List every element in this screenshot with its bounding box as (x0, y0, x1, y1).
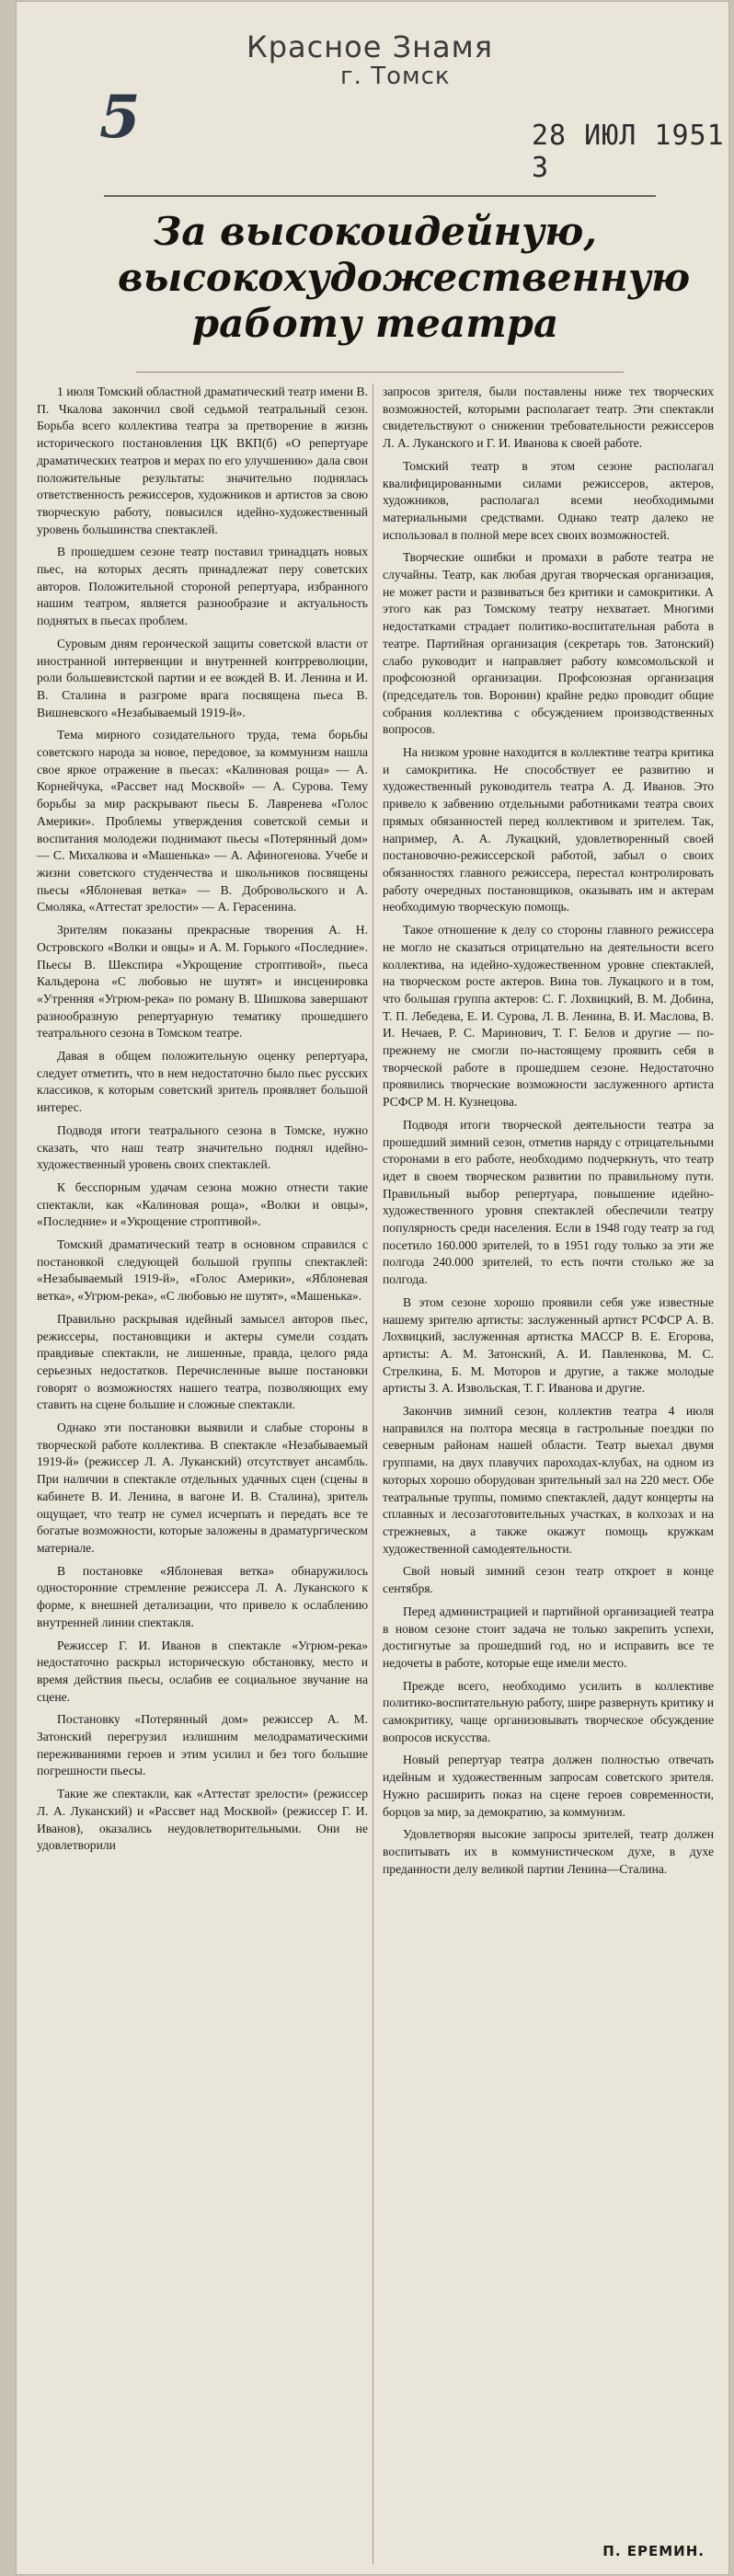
paragraph: Свой новый зимний сезон театр откроет в конце сентября. (383, 1564, 714, 1596)
paragraph: Томский драматический театр в основном справился с постановкой следующей большой группы спектаклей: «Незабываемый 1919-й», «Голос Америки», «Яблоневая ветка», «Угрюм-река», «С любовью не шутят», «Машенька». (37, 1237, 368, 1304)
paragraph: Перед администрацией и партийной организацией театра в новом сезоне стоит задача не только закрепить успехи, достигнутые за прошедший год, но и исправить все те недочеты в работе, которые еще имели место. (383, 1604, 714, 1670)
paragraph: Новый репертуар театра должен полностью отвечать идейным и художественным запросам советского зрителя. Нужно расширить показ на сцене героев современности, борцов за мир, за демократию, за коммунизм. (383, 1753, 714, 1819)
article-headline (118, 209, 691, 347)
handwritten-page-number: 5 (99, 83, 141, 152)
paragraph: Такое отношение к делу со стороны главного режиссера не могло не сказаться отрицательно на деятельности всего коллектива, на идейно-художественном уровне спектаклей, на творческом росте актеров. Вина тов. Лукацкого и в том, что большая группа актеров: С. Г. Лохвицкий, В. М. Добина, Т. П. Лебедева, Е. И. Сурова, Л. В. Ленина, В. И. Маслова, В. И. Нечаев, Р. С. Маринович, Т. Г. Белов и другие — по-прежнему не смогли по-настоящему проявить себя в творческой работе в прошедшем сезоне. Недостаточно проявились творческие возможности заслуженного артиста РСФСР М. Н. Кузнецова. (383, 923, 714, 1110)
paragraph: В этом сезоне хорошо проявили себя уже известные нашему зрителю артисты: заслуженный артист РСФСР А. В. Лохвицкий, заслуженная артистка МАССР В. Е. Егорова, артисты: А. М. Затонский, А. И. Павленкова, М. С. Стрелкина, Б. М. Моторов и другие, а также молодые артисты З. А. Извольская, Т. Г. Иванова и другие. (383, 1294, 714, 1396)
article-column-right (383, 384, 714, 1883)
paragraph: В прошедшем сезоне театр поставил тринадцать новых пьес, на которых десять принадлежат перу советских авторов. Положительной стороной репертуара, избранного нашим театром, является разнообразие и актуальность поднятых в пьесах проблем. (37, 545, 368, 628)
paragraph: Однако эти постановки выявили и слабые стороны в творческой работе коллектива. В спектакле «Незабываемый 1919-й» (режиссер Л. А. Луканский) отсутствует ансамбль. При наличии в спектакле отдельных удачных сцен (сцены в кабинете В. И. Ленина, в вагоне И. В. Сталина), зритель ощущает, что театр не сумел исчерпать и передать все те богатые возможности, которые заложены в драматургическом материале. (37, 1420, 368, 1555)
city-stamp: г. Томск (340, 63, 451, 90)
paragraph: Правильно раскрывая идейный замысел авторов пьес, режиссеры, постановщики и актеры сумели создать правдивые спектакли, не лишенные, правда, целого ряда серьезных недостатков. Перечисленные выше постановки говорят о возможностях нашего театра, позволяющих ему ставить на сцене большие и сложные спектакли. (37, 1311, 368, 1412)
paragraph: Режиссер Г. И. Иванов в спектакле «Угрюм-река» недостаточно раскрыл историческую обстановку, место и время действия пьесы, ослабив ее социальное звучание на сцене. (37, 1638, 368, 1704)
paragraph: Закончив зимний сезон, коллектив театра 4 июля направился на полтора месяца в гастрольные поездки по северным районам нашей области. Театр выехал двумя группами, на двух плавучих пароходах-клубах, на одном из которых хорошо оборудован зрительный зал на 220 мест. Обе театральные труппы, помимо спектаклей, дадут концерты на сплавных и лесозаготовительных участках, в колхозах и на стрежневых, а также окажут помощь кружкам художественной самодеятельности. (383, 1404, 714, 1556)
paragraph: Прежде всего, необходимо усилить в коллективе политико-воспитательную работу, шире развернуть критику и самокритику, чаще организовывать творческое обсуждение вопросов искусства. (383, 1678, 714, 1744)
article-column-left (37, 384, 368, 1860)
headline-line: высокохудожественную (118, 255, 691, 300)
paragraph: Томский театр в этом сезоне располагал квалифицированными силами режиссеров, актеров, художников, располагал всеми необходимыми материальными средствами. Однако театр далеко не использовал в полной мере всех своих возможностей. (383, 458, 714, 542)
paragraph: К бесспорным удачам сезона можно отнести такие спектакли, как «Калиновая роща», «Волки и овцы», «Последние» и «Укрощение строптивой». (37, 1179, 368, 1229)
paragraph: В постановке «Яблоневая ветка» обнаружилось односторонние стремление режиссера Л. А. Луканского к форме, к внешней детализации, что привело к ослаблению внутренней линии спектакля. (37, 1563, 368, 1629)
author-signature: П. ЕРЕМИН. (602, 2543, 705, 2559)
paragraph: запросов зрителя, были поставлены ниже тех творческих возможностей, которыми располагает театр. Эти спектакли свидетельствуют о снижении требовательности режиссеров Л. А. Луканского и Г. И. Иванова к своей работе. (383, 385, 714, 451)
paragraph: Суровым дням героической защиты советской власти от иностранной интервенции и внутренней контрреволюции, роли большевистской партии и ее вождей В. И. Ленина и И. В. Сталина в разгроме врага посвящена пьеса В. Вишневского «Незабываемый 1919-й». (37, 636, 368, 719)
paragraph: Зрителям показаны прекрасные творения А. Н. Островского «Волки и овцы» и А. М. Горького «Последние». Пьесы В. Шекспира «Укрощение строптивой», пьеса Кальдерона «С любовью не шутят» и инсценировка «Утренняя «Угрюм-река» по роману В. Шишкова завершают разнообразную репертуарную тематику прошедшего театрального сезона в Томском театре. (37, 923, 368, 1041)
paragraph: Давая в общем положительную оценку репертуара, следует отметить, что в нем недостаточно было пьес русских классиков, к которым советский зритель проявляет большой интерес. (37, 1049, 368, 1115)
paragraph: Подводя итоги театрального сезона в Томске, нужно сказать, что наш театр значительно поднял идейно-художественный уровень своих спектаклей. (37, 1122, 368, 1172)
header-rule (104, 195, 656, 197)
paragraph: Такие же спектакли, как «Аттестат зрелости» (режиссер Л. А. Луканский) и «Рассвет над Москвой» (режиссер Г. И. Иванов), оказались неудовлетворительными. Они не удовлетворили (37, 1787, 368, 1853)
newspaper-name-stamp: Красное Знамя (247, 29, 494, 64)
paragraph: Тема мирного созидательного труда, тема борьбы советского народа за новое, передовое, за коммунизм нашла свое яркое отражение в пьесах: «Калиновая роща» — А. Корнейчука, «Рассвет над Москвой» — А. Сурова. Тему борьбы за мир раскрывают пьесы Б. Лавренева «Голос Америки». Проблемы утверждения советской семьи и воспитания молодежи поднимают пьесы «Потерянный дом» — С. Михалкова и «Машенька» — А. Афиногенова. Учебе и жизни советского студенчества и школьников посвящены пьесы «Яблоневая ветка» — В. Добровольского и А. Смоляка, «Аттестат зрелости» — А. Герасенина. (37, 728, 368, 914)
paragraph: Творческие ошибки и промахи в работе театра не случайны. Театр, как любая другая творческая организация, не может расти и развиваться без критики и самокритики. А этого как раз Томскому театру нехватает. Многими недостатками страдает политико-воспитательная работа в театре. Партийная организация (секретарь тов. Затонский) слабо руководит и направляет работу комсомольской и профсоюзной организации. Профсоюзная организация (председатель тов. Воронин) крайне редко проводит общие собрания коллектива с обсуждением производственных вопросов. (383, 550, 714, 737)
headline-rule (136, 372, 624, 373)
date-stamp: 28 ИЮЛ 1951 3 (532, 120, 725, 184)
headline-line: За высокоидейную, (154, 209, 597, 254)
headline-line: работу театра (191, 301, 559, 346)
newspaper-clipping (17, 2, 728, 2574)
paragraph: Постановку «Потерянный дом» режиссер А. М. Затонский перегрузил излишним мелодраматическими переживаниями героев и этим усилил и без того большие погрешности пьесы. (37, 1712, 368, 1778)
paragraph: 1 июля Томский областной драматический театр имени В. П. Чкалова закончил свой седьмой театральный сезон. Борьба всего коллектива театра за претворение в жизнь исторического постановления ЦК ВКП(б) «О репертуаре драматических театров и мерах по его улучшению» дала свои положительные результаты: значительно поднялась ответственность режиссеров, художников и артистов за свою творческую работу, повысился идейно-художественный уровень большинства спектаклей. (37, 385, 368, 536)
paragraph: На низком уровне находится в коллективе театра критика и самокритика. Не способствует ее развитию и художественный руководитель театра А. Д. Иванов. Это привело к забвению отдельными работниками театра своих прямых обязанностей перед коллективом и зрителем. Так, например, А. А. Лукацкий, удовлетворенный своей постановочно-режиссерской работой, забыл о своих обязанностях главного режиссера, перестал контролировать работу очередных постановщиков, оказывать им и актерам необходимую творческую помощь. (383, 745, 714, 914)
paragraph: Подводя итоги творческой деятельности театра за прошедший зимний сезон, отметив наряду с отрицательными сторонами в его работе, необходимо подчеркнуть, что театр идет в своем творческом развитии по правильному пути. Правильный выбор репертуара, повышение идейно-художественного уровня спектаклей обеспечили театру популярность среди населения. Если в 1948 году театр за год посетило 160.000 зрителей, то в 1951 году только за эти же полгода 240.000 зрителей, то есть почти столько же за полгода. (383, 1117, 714, 1287)
paragraph: Удовлетворяя высокие запросы зрителей, театр должен воспитывать их в коммунистическом духе, в духе преданности делу великой партии Ленина—Сталина. (383, 1827, 714, 1876)
